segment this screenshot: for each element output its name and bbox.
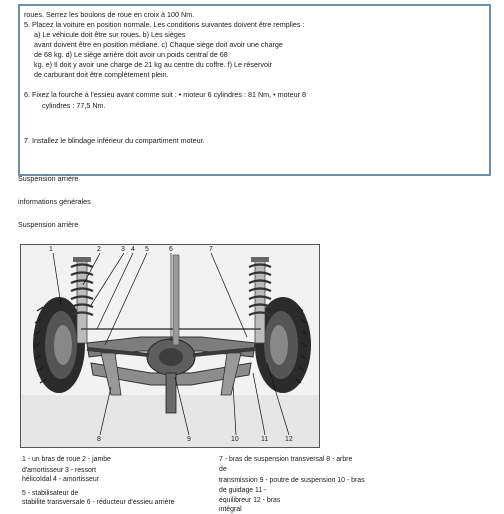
section-heading: Suspension arrière <box>18 174 79 183</box>
procedure-line: de 68 kg. d) Le siège arrière doit avoir un poids central de 68 <box>34 50 228 59</box>
section-heading: Suspension arrière <box>18 220 79 229</box>
procedure-box <box>18 4 491 176</box>
procedure-line: cylindres : 77,5 Nm. <box>42 101 106 110</box>
callout-label: 7 <box>209 246 213 253</box>
procedure-line: avant doivent être en position médiane. c) Chaque siège doit avoir une charge <box>34 40 283 49</box>
callout-label: 12 <box>285 436 293 443</box>
procedure-line: roues. Serrez les boulons de roue en croix à 100 Nm. <box>24 10 195 19</box>
rear-suspension-diagram <box>20 244 320 448</box>
legend-line: de <box>219 466 227 473</box>
procedure-line: 7. Installez le blindage inférieur du compartiment moteur. <box>24 136 205 145</box>
legend-line: 1 - un bras de roue 2 - jambe <box>22 456 111 463</box>
callout-label: 6 <box>169 246 173 253</box>
callout-label: 3 <box>121 246 125 253</box>
callout-label: 9 <box>187 436 191 443</box>
callout-label: 2 <box>97 246 101 253</box>
legend-line: 7 - bras de suspension transversal 8 - arbre <box>219 456 353 463</box>
legend-line: transmission 9 - poutre de suspension 10 - bras <box>219 477 365 484</box>
procedure-line: de carburant doit être complètement plein. <box>34 70 169 79</box>
legend-line: d'amortisseur 3 - ressort <box>22 467 97 474</box>
legend-line: de guidage 11 - <box>219 487 267 494</box>
legend-line: 5 - stabilisateur de <box>22 490 79 497</box>
procedure-line: a) Le véhicule doit être sur roues. b) Les sièges <box>34 30 186 39</box>
callout-label: 1 <box>49 246 53 253</box>
section-subheading: informations générales <box>18 197 91 206</box>
procedure-line: 5. Placez la voiture en position normale. Les conditions suivantes doivent être remplies : <box>24 20 305 29</box>
procedure-line: kg. e) Il doit y avoir une charge de 21 kg au centre du coffre. f) Le réservoir <box>34 60 272 69</box>
legend-line: équilibreur 12 - bras <box>219 497 281 504</box>
legend-line: stabilité transversale 6 - réducteur d'essieu arrière <box>22 499 175 506</box>
callout-label: 8 <box>97 436 101 443</box>
procedure-line: 6. Fixez la fourche à l'essieu avant comme suit : • moteur 6 cylindres : 81 Nm, • moteur 8 <box>24 90 307 99</box>
callout-label: 10 <box>231 436 239 443</box>
legend-line: intégral <box>219 506 242 513</box>
callout-label: 5 <box>145 246 149 253</box>
callout-label: 4 <box>131 246 135 253</box>
callout-label: 11 <box>261 436 269 443</box>
legend-line: hélicoïdal 4 - amortisseur <box>22 476 99 483</box>
